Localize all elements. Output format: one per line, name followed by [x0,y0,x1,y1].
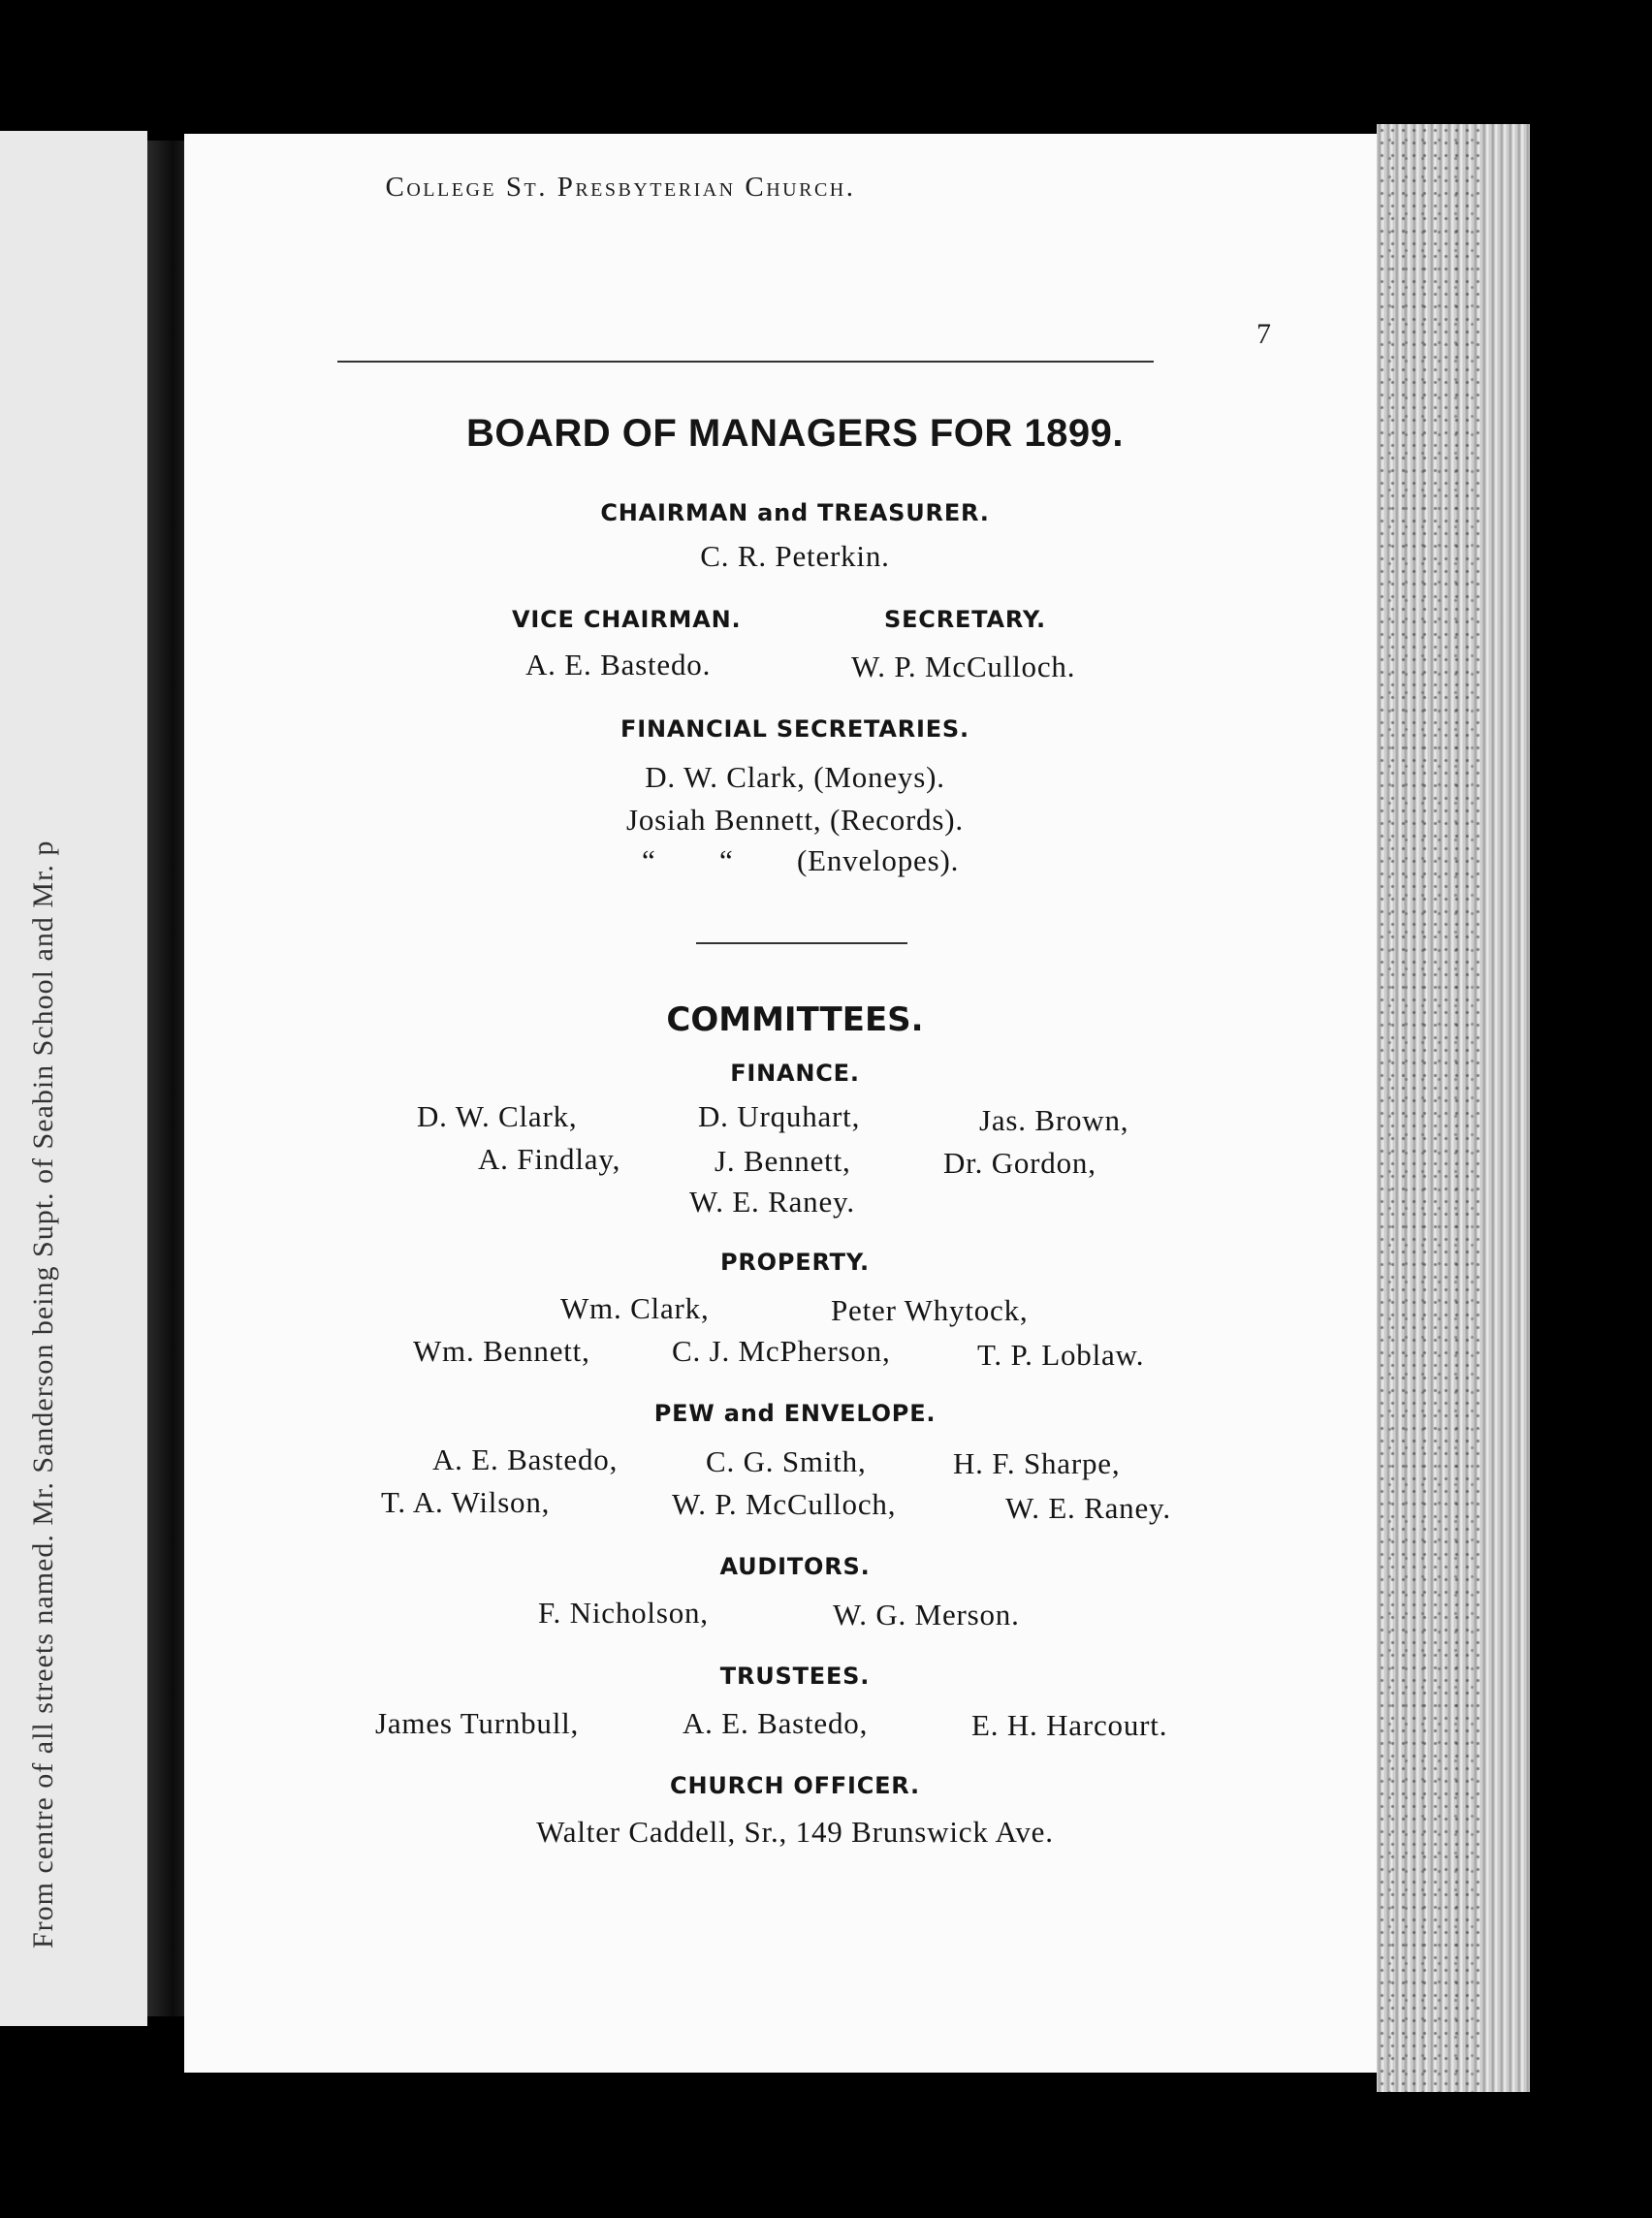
church-officer-heading: CHURCH OFFICER. [670,1772,920,1799]
chairman-heading: CHAIRMAN and TREASURER. [600,499,990,526]
page-edges-speckle [1377,124,1481,2092]
finance-heading: FINANCE. [730,1060,860,1087]
secretary-name: W. P. McCulloch. [851,650,1076,683]
finance-member: Dr. Gordon, [943,1146,1096,1180]
vice-chairman-heading: VICE CHAIRMAN. [512,606,742,633]
header-rule [337,361,1154,363]
pew-envelope-member: T. A. Wilson, [381,1485,551,1519]
property-member: T. P. Loblaw. [977,1338,1145,1372]
pew-envelope-member: A. E. Bastedo, [432,1442,619,1476]
finance-member: W. E. Raney. [689,1185,855,1219]
finance-member: Jas. Brown, [979,1103,1129,1137]
trustees-heading: TRUSTEES. [719,1663,871,1690]
finance-member: J. Bennett, [715,1144,851,1178]
finance-member: D. Urquhart, [698,1099,861,1133]
board-title: BOARD OF MANAGERS FOR 1899. [465,412,1125,455]
financial-secretary-3 [642,843,959,878]
property-member: Wm. Bennett, [413,1334,590,1368]
facing-page-margin-text: From centre of all streets named. Mr. Sanderson being Supt. of Seabin School and Mr. p [27,840,59,1949]
property-member: C. J. McPherson, [672,1334,891,1368]
envelopes-label: (Envelopes). [797,843,960,877]
trustee-name: E. H. Harcourt. [971,1708,1168,1742]
church-officer-name: Walter Caddell, Sr., 149 Brunswick Ave. [536,1815,1054,1849]
pew-envelope-member: C. G. Smith, [706,1444,867,1478]
property-member: Wm. Clark, [560,1291,710,1325]
chairman-name: C. R. Peterkin. [700,539,890,573]
pew-envelope-member: W. P. McCulloch, [672,1487,897,1521]
page-number: 7 [1256,318,1271,350]
ditto-mark: “ [719,843,734,877]
auditors-heading: AUDITORS. [719,1553,871,1580]
finance-member: D. W. Clark, [417,1099,578,1133]
secretary-heading: SECRETARY. [884,606,1046,633]
facing-page [0,131,147,2026]
running-head: College St. Presbyterian Church. [385,172,856,203]
trustee-name: James Turnbull, [375,1706,580,1740]
pew-envelope-heading: PEW and ENVELOPE. [653,1400,937,1427]
section-divider [696,942,907,944]
pew-envelope-member: H. F. Sharpe, [953,1446,1121,1480]
vice-chairman-name: A. E. Bastedo. [525,648,712,681]
auditor-name: F. Nicholson, [538,1596,709,1630]
committees-title: COMMITTEES. [666,1000,924,1039]
book-gutter [147,141,184,2016]
pew-envelope-member: W. E. Raney. [1005,1491,1171,1525]
financial-secretary-2: Josiah Bennett, (Records). [626,803,964,837]
property-heading: PROPERTY. [720,1249,870,1276]
financial-secretaries-heading: FINANCIAL SECRETARIES. [620,715,969,743]
finance-member: A. Findlay, [478,1142,621,1176]
property-member: Peter Whytock, [831,1293,1029,1327]
financial-secretary-1: D. W. Clark, (Moneys). [645,760,945,794]
ditto-mark: “ [642,843,656,877]
trustee-name: A. E. Bastedo, [683,1706,869,1740]
auditor-name: W. G. Merson. [833,1598,1020,1632]
